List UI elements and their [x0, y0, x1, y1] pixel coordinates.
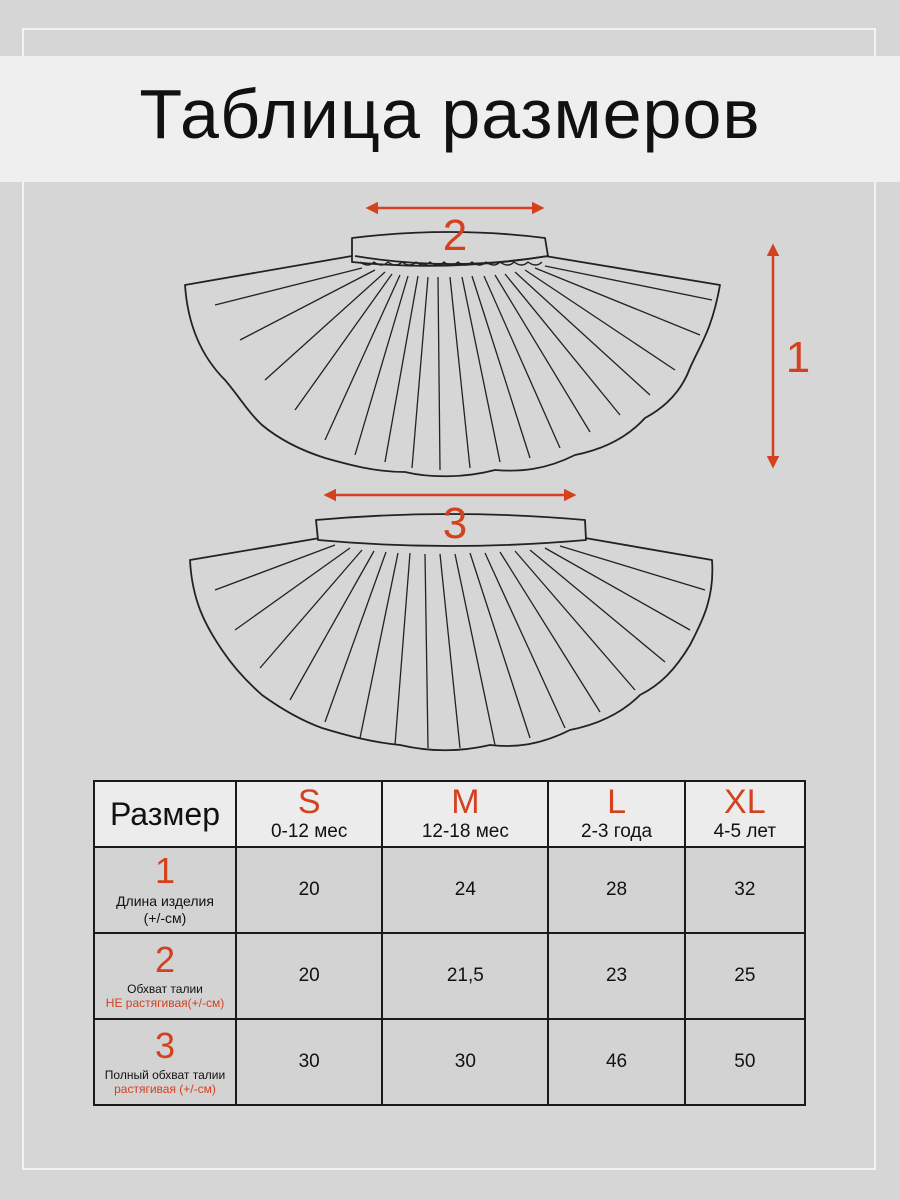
row-label-cell — [94, 847, 236, 933]
page-title: Таблица размеров — [139, 75, 761, 153]
row-label-cell — [94, 933, 236, 1019]
size-header-s — [236, 781, 382, 847]
row-label-note: растягивая (+/-см) — [114, 1082, 216, 1096]
table-cell — [548, 933, 684, 1019]
size-age: 0-12 мес — [270, 821, 348, 842]
cell-value: 46 — [605, 1051, 628, 1072]
size-age: 12-18 мес — [421, 821, 509, 842]
table-cell — [236, 1019, 382, 1105]
table-row — [94, 1019, 805, 1105]
cell-value: 20 — [298, 879, 320, 900]
table-cell — [382, 1019, 548, 1105]
row-label-note: (+/-см) — [143, 910, 187, 926]
size-code: XL — [724, 783, 766, 821]
table-cell — [685, 1019, 805, 1105]
size-table-header — [94, 781, 805, 847]
size-age: 4-5 лет — [713, 821, 777, 842]
header-label: Размер — [110, 795, 220, 832]
skirt-bottom-drawing — [190, 514, 712, 750]
row-number: 3 — [154, 1025, 176, 1066]
cell-value: 30 — [454, 1051, 476, 1072]
row-label-cell — [94, 1019, 236, 1105]
measure-label-2: 2 — [442, 211, 468, 260]
measure-label-1: 1 — [785, 333, 811, 382]
table-cell — [382, 847, 548, 933]
size-header-xl — [685, 781, 805, 847]
table-cell — [548, 1019, 684, 1105]
table-row — [94, 847, 805, 933]
cell-value: 25 — [734, 965, 756, 986]
row-number: 2 — [154, 939, 176, 980]
size-age: 2-3 года — [581, 821, 653, 842]
skirt-top-drawing — [185, 232, 720, 476]
table-cell — [685, 847, 805, 933]
header-label-cell — [94, 781, 236, 847]
size-code: S — [297, 783, 321, 821]
row-label: Длина изделия — [116, 893, 214, 909]
row-label-note: НЕ растягивая(+/-см) — [105, 996, 225, 1010]
cell-value: 21,5 — [446, 965, 484, 986]
measure-label-3: 3 — [442, 499, 468, 548]
table-row — [94, 933, 805, 1019]
cell-value: 23 — [605, 965, 628, 986]
row-label: Обхват талии — [127, 982, 203, 996]
size-code: M — [451, 783, 480, 821]
table-cell — [382, 933, 548, 1019]
row-number: 1 — [154, 850, 176, 891]
cell-value: 24 — [454, 879, 476, 900]
cell-value: 28 — [605, 879, 628, 900]
cell-value: 32 — [734, 879, 756, 900]
size-header-m — [382, 781, 548, 847]
size-code: L — [607, 783, 626, 821]
table-cell — [685, 933, 805, 1019]
cell-value: 20 — [298, 965, 320, 986]
table-cell — [236, 933, 382, 1019]
cell-value: 30 — [298, 1051, 320, 1072]
table-cell — [548, 847, 684, 933]
cell-value: 50 — [734, 1051, 756, 1072]
size-table — [93, 780, 806, 1106]
table-cell — [236, 847, 382, 933]
row-label: Полный обхват талии — [104, 1068, 226, 1082]
size-header-l — [548, 781, 684, 847]
